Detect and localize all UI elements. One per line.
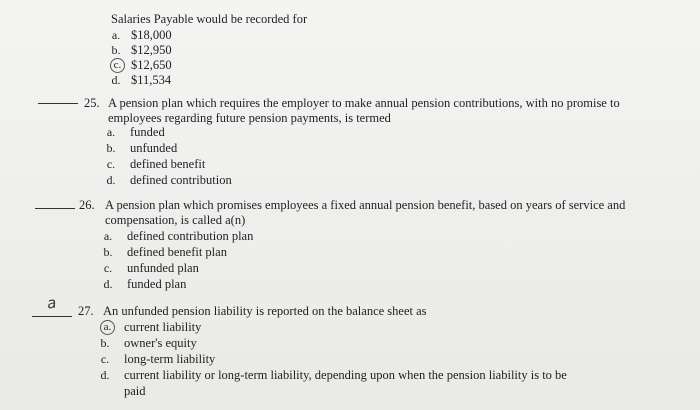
q26-option-c-letter: c. [103,261,113,275]
q25-number: 25. [84,96,100,110]
q27-option-a: current liability [124,320,202,334]
q26-option-a-letter: a. [103,229,113,243]
q26-option-b-letter: b. [103,245,113,259]
q25-option-d-letter: d. [106,173,116,187]
q26-option-c: unfunded plan [127,261,199,275]
q26-stem-line1: A pension plan which promises employees a fixed annual pension benefit, based on years of service and [105,198,626,212]
q24-option-b-letter: b. [111,43,121,57]
q27-number: 27. [78,304,94,318]
q26-number: 26. [79,198,95,212]
q24-option-d-letter: d. [111,73,121,87]
q27-answer-blank [32,316,72,317]
q26-answer-blank [35,208,75,209]
q25-answer-blank [38,103,78,104]
q25-stem-line2: employees regarding future pension payments, is termed [108,111,391,125]
q26-option-d-letter: d. [103,277,113,291]
q25-option-c: defined benefit [130,157,206,171]
q24-option-a-letter: a. [111,28,121,42]
q25-option-c-letter: c. [106,157,116,171]
q26-stem-line2: compensation, is called a(n) [105,213,246,227]
q24-option-c-letter-circled: c. [110,58,125,73]
q25-option-b: unfunded [130,141,178,155]
q27-option-d-line2: paid [124,384,146,398]
q27-option-a-letter-circled: a. [100,320,115,335]
q27-option-c-letter: c. [100,352,110,366]
q27-option-d-letter: d. [100,368,110,382]
q27-option-c: long-term liability [124,352,216,366]
q27-option-d: current liability or long-term liability, depending upon when the pension liability is to be [124,368,567,382]
q27-option-b-letter: b. [100,336,110,350]
q27-stem-line1: An unfunded pension liability is reported on the balance sheet as [103,304,427,318]
q26-option-b: defined benefit plan [127,245,227,259]
q25-option-a: funded [130,125,165,139]
q26-option-a: defined contribution plan [127,229,254,243]
q27-handwritten-answer: a [45,293,58,313]
q25-option-a-letter: a. [106,125,116,139]
q24-option-d: $11,534 [131,73,172,87]
q24-stem-end: Salaries Payable would be recorded for [111,12,308,26]
q25-stem-line1: A pension plan which requires the employer to make annual pension contributions, with no promise to [108,96,620,110]
q24-option-a: $18,000 [131,28,172,42]
q25-option-d: defined contribution [130,173,232,187]
q24-option-b: $12,950 [131,43,172,57]
q24-option-c: $12,650 [131,58,172,72]
q25-option-b-letter: b. [106,141,116,155]
q27-option-b: owner's equity [124,336,197,350]
q26-option-d: funded plan [127,277,187,291]
